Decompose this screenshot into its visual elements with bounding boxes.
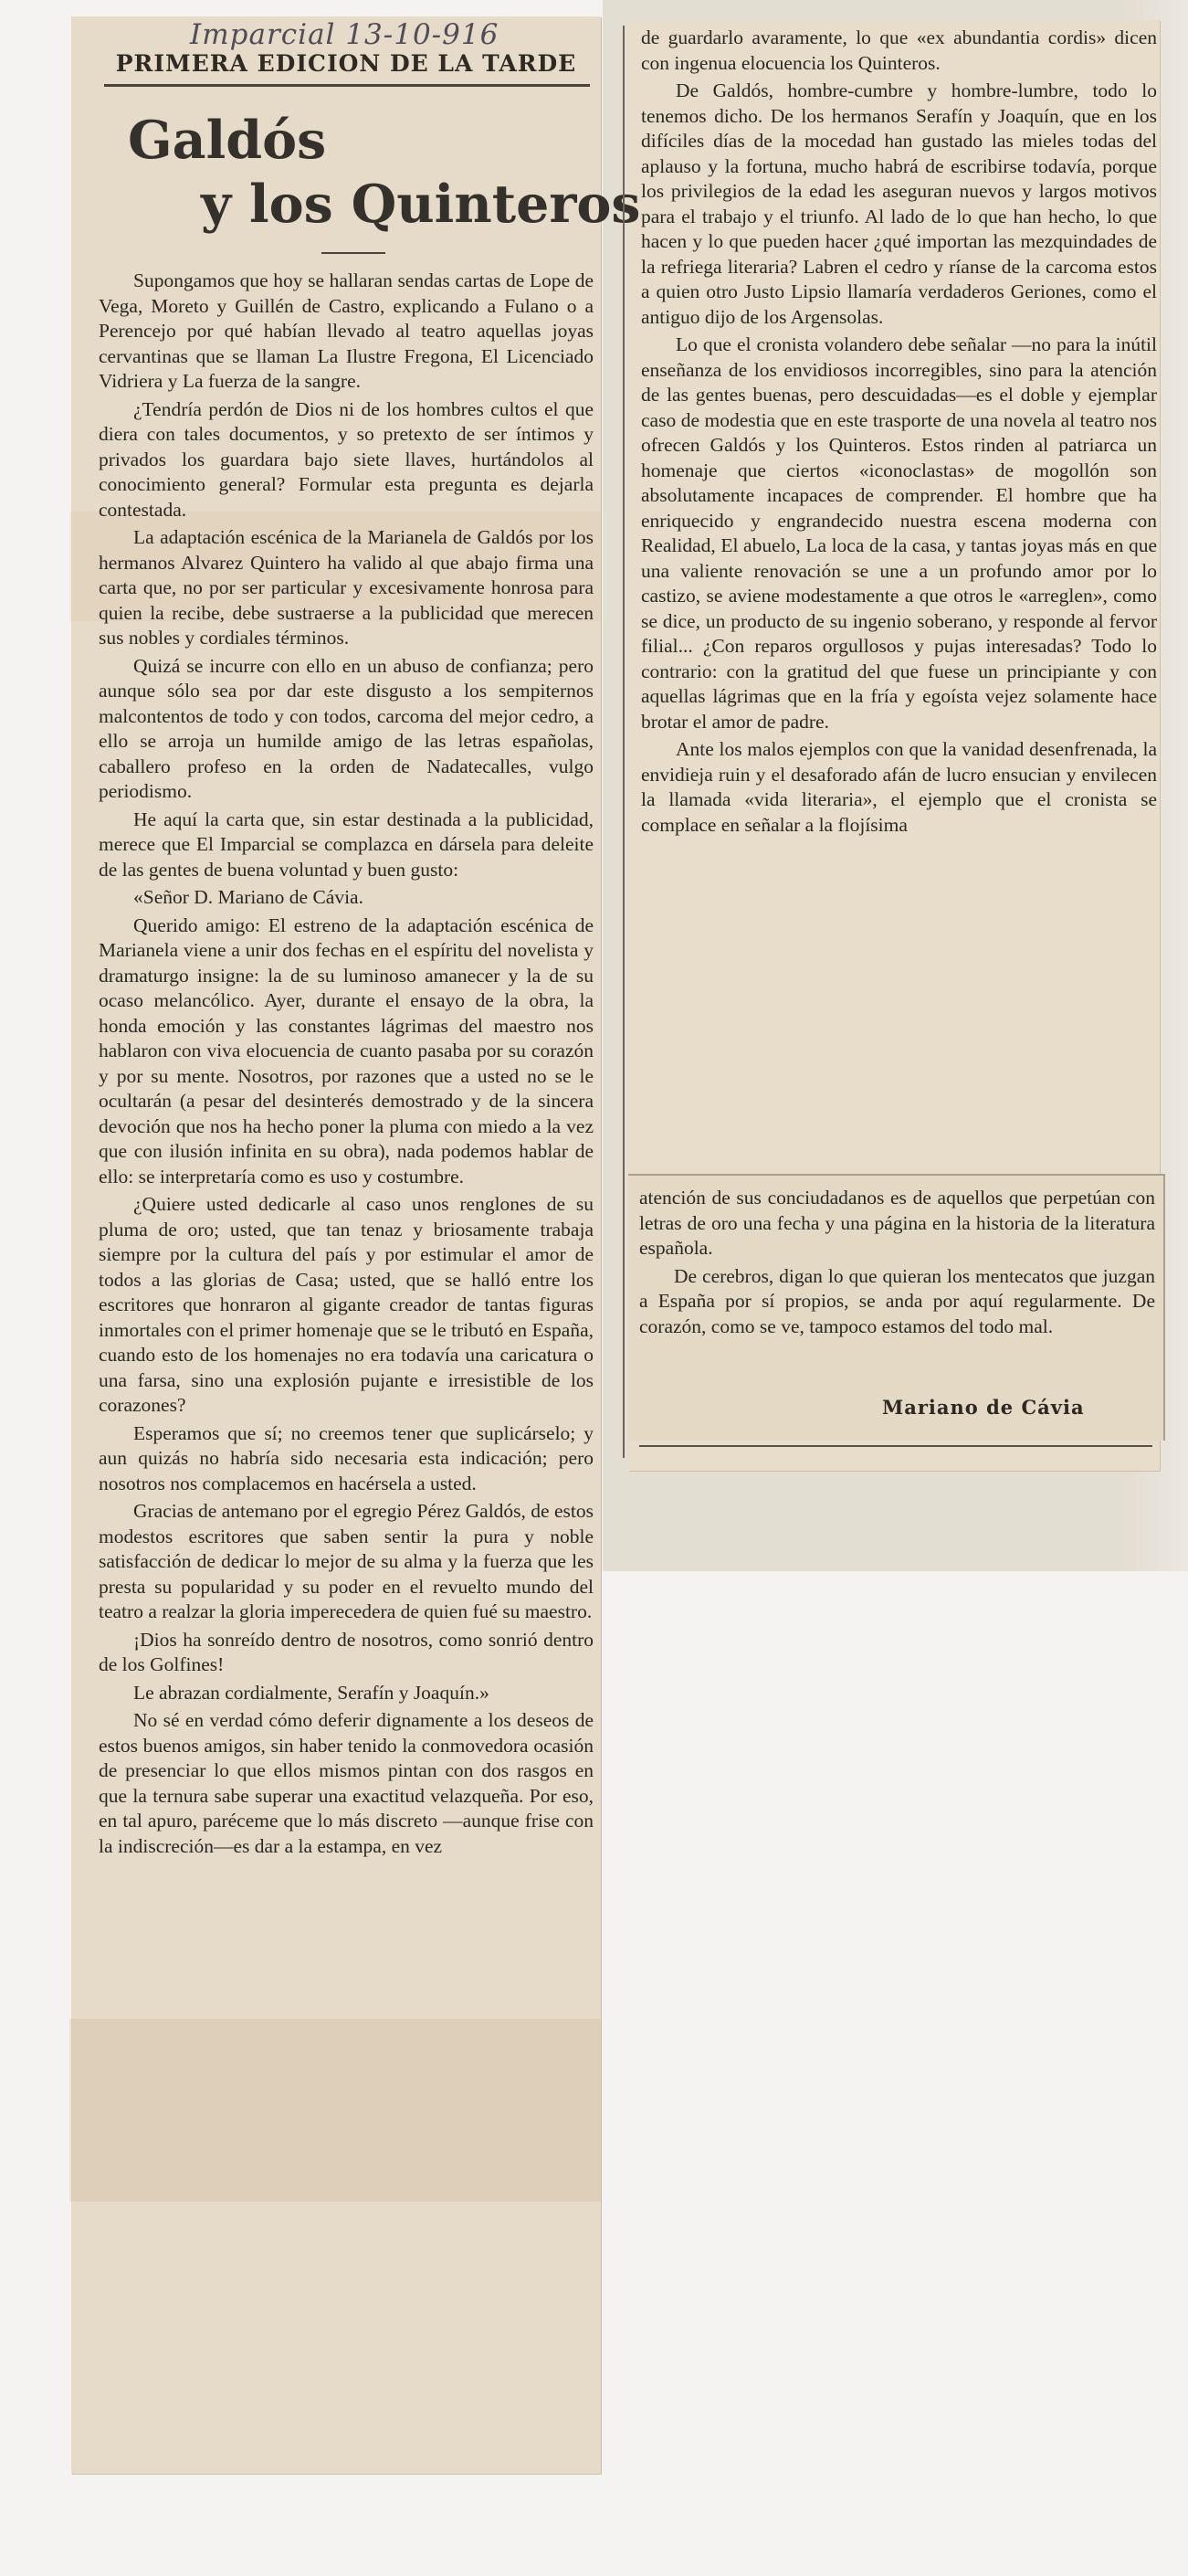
end-rule — [639, 1445, 1152, 1447]
handwritten-note: Imparcial 13-10-916 — [190, 18, 499, 51]
paragraph: atención de sus conciudadanos es de aquellos que perpetúan con letras de oro una fecha y una página en la historia de la literatura española. — [639, 1187, 1155, 1259]
paragraph: He aquí la carta que, sin estar destinada a la publicidad, merece que El Imparcial se complazca en dársela para deleite de las gentes de buena voluntad y buen gusto: — [99, 808, 594, 881]
column-rule — [623, 26, 625, 1458]
paragraph: De cerebros, digan lo que quieran los mentecatos que juzgan a España por sí propios, se anda por aquí regularmente. De corazón, como se ve, tampoco estamos del todo mal. — [639, 1264, 1155, 1337]
article-title-line2: y los Quinteros — [201, 174, 641, 235]
article-title-line1: Galdós — [128, 110, 327, 171]
paragraph: Supongamos que hoy se hallaran sendas cartas de Lope de Vega, Moreto y Guillén de Castro, explicando a Fulano o a Perencejo por qué habían llevado al teatro aquellas joyas cervantinas que se llaman La Ilustre Fregona, El Licenciado Vidriera y La fuerza de la sangre. — [99, 269, 594, 392]
paragraph: No sé en verdad cómo deferir dignamente a los deseos de estos buenos amigos, sin haber tenido la conmovedora ocasión de presenciar lo que ellos mismos pintan con dos rasgos en que la ternura sabe superar una exactitud velazqueña. Por eso, en tal apuro, paréceme que lo más discreto —aunque frise con la indiscreción—es dar a la estampa, en vez — [99, 1709, 594, 1857]
letter-salutation: «Señor D. Mariano de Cávia. — [133, 886, 363, 908]
paragraph: ¡Dios ha sonreído dentro de nosotros, como sonrió dentro de los Golfines! — [99, 1628, 594, 1675]
paragraph: Esperamos que sí; no creemos tener que suplicárselo; y aun quizás no habría sido necesaria esta indicación; pero nosotros nos complacemos en hacérsela a usted. — [99, 1421, 594, 1494]
paragraph: ¿Quiere usted dedicarle al caso unos renglones de su pluma de oro; usted, que tan tenaz y briosamente trabaja siempre por la cultura del país y por estimular el amor de todos a las glorias de Casa; usted, que se halló entre los escritores que honraron al gigante creador de tantas figuras inmortales con el primer homenaje que se le tributó en España, cuando esto de los homenajes no era todavía una caricatura o una farsa, sino una explosión pujante e irresistible de los corazones? — [99, 1193, 594, 1416]
paragraph: ¿Tendría perdón de Dios ni de los hombres cultos el que diera con tales documentos, y so pretexto de ser íntimos y privados los guardara bajo siete llaves, hurtándolos al conocimiento general? Formular esta pregunta es dejarla contestada. — [99, 397, 594, 521]
paragraph: de guardarlo avaramente, lo que «ex abundantia cordis» dicen con ingenua elocuencia los Quinteros. — [641, 26, 1157, 74]
author-signature: Mariano de Cávia — [882, 1396, 1085, 1419]
right-column — [641, 26, 1157, 838]
paragraph: Querido amigo: El estreno de la adaptación escénica de Marianela viene a unir dos fechas en el espíritu del novelista y dramaturgo insigne: la de su luminoso amanecer y la de su ocaso melancólico. Ayer, durante el ensayo de la obra, la honda emoción y las constantes lágrimas del maestro nos hablaron con viva elocuencia de cuanto pasaba por su corazón y por su mente. Nosotros, por razones que a usted no se le ocultarán (a pesar del desinterés demostrado y de la sincera devoción que nos ha hecho poner la pluma con miedo a la vez que con ilusión infinita en su obra), nada podemos hablar de ello: se interpretaría como es uso y costumbre. — [99, 913, 594, 1188]
left-column — [99, 269, 594, 1859]
title-rule — [321, 252, 385, 254]
paper-stain — [69, 2019, 601, 2201]
edition-heading: PRIMERA EDICION DE LA TARDE — [115, 50, 577, 77]
paragraph: La adaptación escénica de la Marianela de Galdós por los hermanos Alvarez Quintero ha valido al que abajo firma una carta que, no por ser particular y excesivamente honrosa para quien la recibe, debe sustraerse a la publicidad que merecen sus nobles y cordiales términos. — [99, 526, 594, 649]
paragraph: De Galdós, hombre-cumbre y hombre-lumbre, todo lo tenemos dicho. De los hermanos Serafín y Joaquín, que en los difíciles días de la mocedad han gustado las mieles todas del aplauso y la fortuna, mucho habrá de escribirse todavía, porque los privilegios de la edad les aseguran nuevos y largos motivos para el trabajo y el triunfo. Al lado de lo que han hecho, lo que hacen y lo que pueden hacer ¿qué importan las mezquindades de la refriega literaria? Labren el cedro y ríanse de la carcoma estos a quien otro Justo Lipsio llamaría verdaderos Geriones, como el antiguo dijo de los Argensolas. — [641, 79, 1157, 328]
right-column-continuation — [639, 1186, 1155, 1339]
header-rule — [104, 84, 590, 87]
letter-closing: Le abrazan cordialmente, Serafín y Joaquín.» — [133, 1681, 489, 1704]
paragraph: Gracias de antemano por el egregio Pérez Galdós, de estos modestos escritores que saben sentir la pura y noble satisfacción de dedicar lo mejor de su alma y la fuerza que les presta su popularidad y su poder en el revuelto mundo del teatro a realzar la gloria imperecedera de quien fué su maestro. — [99, 1500, 594, 1622]
paragraph: Quizá se incurre con ello en un abuso de confianza; pero aunque sólo sea por dar este disgusto a los sempiternos malcontentos de todo y con todos, carcoma del mejor cedro, a ello se arroja un humilde amigo de las letras españolas, caballero profeso en la orden de Nadatecalles, vulgo periodismo. — [99, 654, 594, 802]
paragraph: Lo que el cronista volandero debe señalar —no para la inútil enseñanza de los envidiosos incorregibles, sino para la atención de las gentes buenas, pero descuidadas—es el doble y ejemplar caso de modestia que en este trasporte de una novela al teatro nos ofrecen Galdós y los Quinteros. Estos rinden al patriarca un homenaje que ciertos «iconoclastas» de mogollón son absolutamente incapaces de comprender. El hombre que ha enriquecido y engrandecido nuestra escena moderna con Realidad, El abuelo, La loca de la casa, y tantas joyas más en que una valiente renovación se une a un profundo amor por lo castizo, se aviene modestamente a que otros le «arreglen», como se dice, un producto de su ingenio soberano, y responde al fervor filial... ¿Con reparos orgullosos y pujas interesadas? Todo lo contrario: con la gratitud del que fuese un principiante y con aquellas lágrimas que en la fría y egoísta vejez solamente hace brotar el amor de padre. — [641, 333, 1157, 733]
paragraph: Ante los malos ejemplos con que la vanidad desenfrenada, la envidieja ruin y el desaforado afán de lucro ensucian y envilecen la llamada «vida literaria», el ejemplo que el cronista se complace en señalar a la flojísima — [641, 738, 1157, 836]
